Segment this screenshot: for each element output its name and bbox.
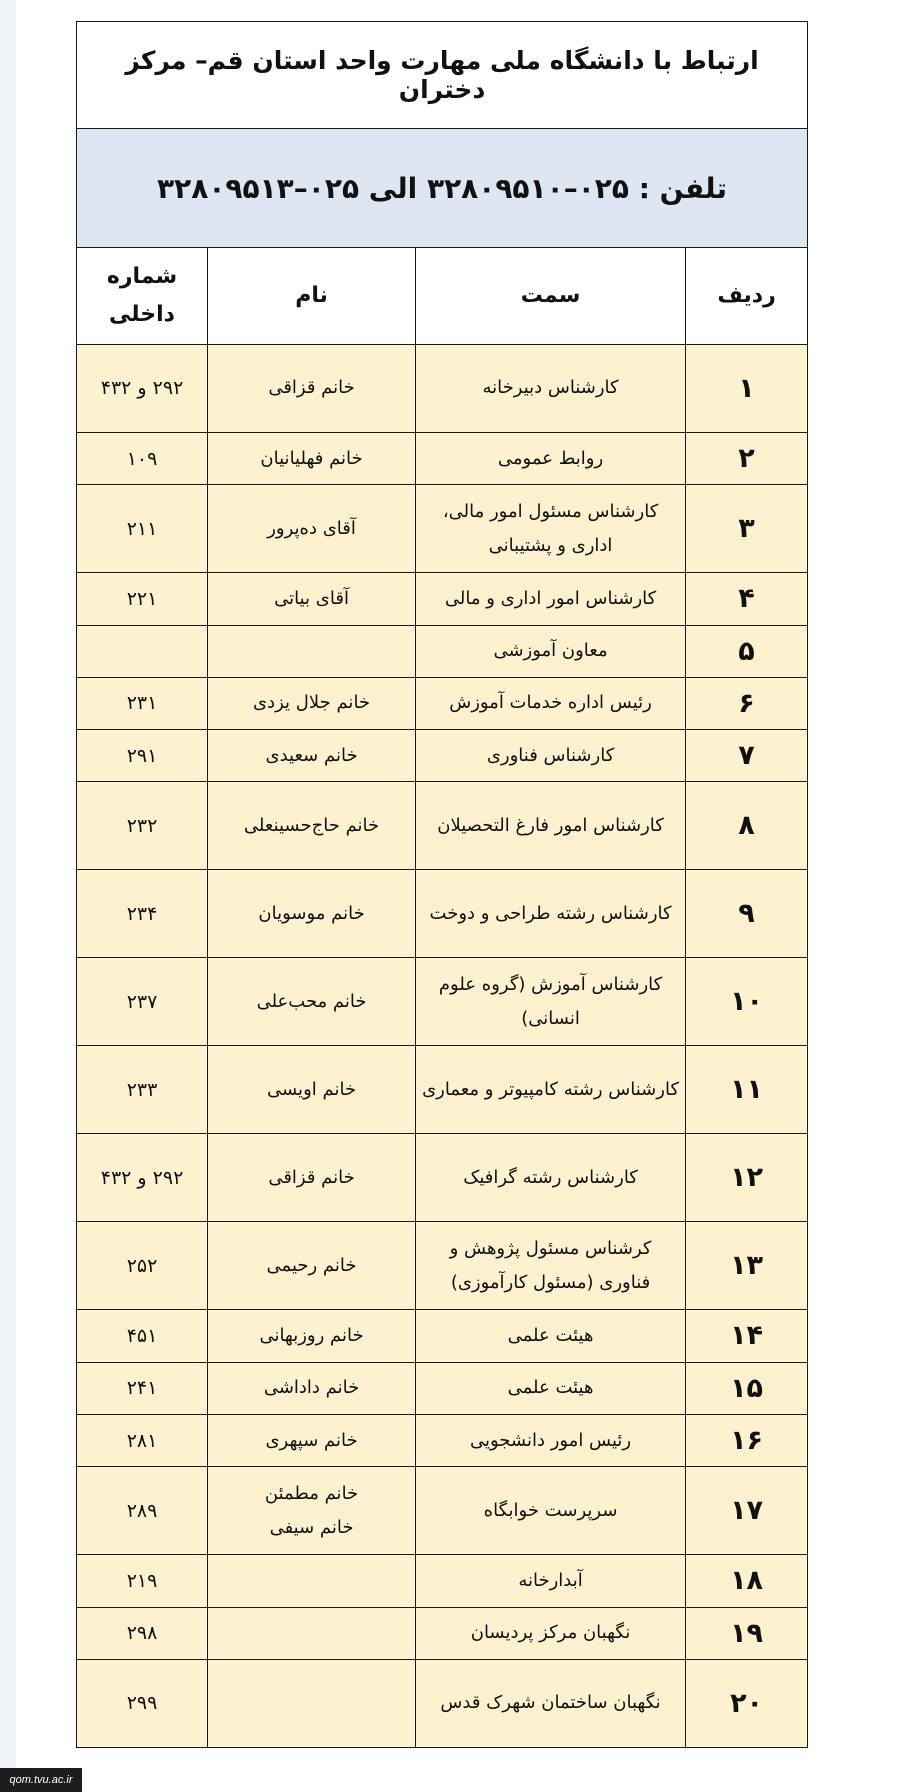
table-row	[77, 1310, 808, 1362]
row-number: ۱۹	[686, 1607, 808, 1659]
row-extension: ۲۳۳	[77, 1046, 208, 1134]
row-position: کارشناس رشته کامپیوتر و معماری	[416, 1046, 686, 1134]
row-number: ۷	[686, 730, 808, 782]
table-row	[77, 870, 808, 958]
row-position: کارشناس مسئول امور مالی، اداری و پشتیبانی	[416, 485, 686, 573]
table-row	[77, 625, 808, 677]
row-extension: ۲۵۲	[77, 1222, 208, 1310]
row-extension: ۲۱۹	[77, 1555, 208, 1607]
row-name: خانم قزاقی	[208, 1134, 416, 1222]
table-row	[77, 345, 808, 433]
row-name: خانم فهلیانیان	[208, 433, 416, 485]
table-row	[77, 485, 808, 573]
table-row	[77, 573, 808, 625]
row-position: کارشناس امور اداری و مالی	[416, 573, 686, 625]
row-number: ۱۵	[686, 1362, 808, 1414]
column-header-extension	[77, 248, 208, 345]
row-position: کارشناس رشته گرافیک	[416, 1134, 686, 1222]
table-row	[77, 730, 808, 782]
row-number: ۱۲	[686, 1134, 808, 1222]
row-number: ۱۱	[686, 1046, 808, 1134]
row-number: ۲	[686, 433, 808, 485]
row-extension: ۱۰۹	[77, 433, 208, 485]
row-position: هیئت علمی	[416, 1310, 686, 1362]
row-extension: ۲۲۱	[77, 573, 208, 625]
row-number: ۴	[686, 573, 808, 625]
row-extension: ۲۹۸	[77, 1607, 208, 1659]
row-name	[208, 1607, 416, 1659]
row-position: سرپرست خوابگاه	[416, 1467, 686, 1555]
row-extension: ۲۱۱	[77, 485, 208, 573]
row-number: ۱۴	[686, 1310, 808, 1362]
table-row	[77, 958, 808, 1046]
row-number: ۱۰	[686, 958, 808, 1046]
row-position: روابط عمومی	[416, 433, 686, 485]
column-header-extension-line1: شماره	[106, 263, 178, 289]
row-extension: ۲۸۹	[77, 1467, 208, 1555]
row-number: ۲۰	[686, 1659, 808, 1747]
row-position: رئیس اداره خدمات آموزش	[416, 677, 686, 729]
row-number: ۱۷	[686, 1467, 808, 1555]
row-number: ۸	[686, 782, 808, 870]
row-number: ۱۳	[686, 1222, 808, 1310]
site-url-badge[interactable]: qom.tvu.ac.ir	[0, 1768, 82, 1792]
row-extension: ۲۹۹	[77, 1659, 208, 1747]
row-number: ۱	[686, 345, 808, 433]
row-position: هیئت علمی	[416, 1362, 686, 1414]
phone-numbers: تلفن : ۰۲۵–۳۲۸۰۹۵۱۰ الی ۰۲۵–۳۲۸۰۹۵۱۳	[77, 129, 808, 248]
row-number: ۹	[686, 870, 808, 958]
row-extension	[77, 625, 208, 677]
table-row	[77, 1134, 808, 1222]
row-position: نگهبان ساختمان شهرک قدس	[416, 1659, 686, 1747]
contacts-table	[76, 21, 808, 1748]
row-extension: ۲۳۱	[77, 677, 208, 729]
row-name: خانم داداشی	[208, 1362, 416, 1414]
row-extension: ۲۴۱	[77, 1362, 208, 1414]
row-extension: ۲۳۷	[77, 958, 208, 1046]
table-row	[77, 1659, 808, 1747]
row-name: خانم رحیمی	[208, 1222, 416, 1310]
table-row	[77, 1222, 808, 1310]
row-extension: ۲۹۲ و ۴۳۲	[77, 1134, 208, 1222]
column-header-position: سمت	[416, 248, 686, 345]
row-extension: ۲۹۲ و ۴۳۲	[77, 345, 208, 433]
row-name: خانم سعیدی	[208, 730, 416, 782]
row-name-first: خانم مطمئن	[264, 1482, 359, 1504]
table-row	[77, 1362, 808, 1414]
column-header-extension-line2: داخلی	[109, 302, 175, 327]
row-number: ۶	[686, 677, 808, 729]
row-position: نگهبان مرکز پردیسان	[416, 1607, 686, 1659]
row-extension: ۲۸۱	[77, 1415, 208, 1467]
row-position: کارشناس رشته طراحی و دوخت	[416, 870, 686, 958]
row-number: ۳	[686, 485, 808, 573]
table-row	[77, 1607, 808, 1659]
row-name: خانم سپهری	[208, 1415, 416, 1467]
row-name	[208, 1659, 416, 1747]
row-name: خانم قزاقی	[208, 345, 416, 433]
row-name: خانم محب‌علی	[208, 958, 416, 1046]
table-header-row	[77, 248, 808, 345]
table-row	[77, 1415, 808, 1467]
table-row	[77, 782, 808, 870]
row-position: کارشناس دبیرخانه	[416, 345, 686, 433]
row-position: رئیس امور دانشجویی	[416, 1415, 686, 1467]
row-extension: ۲۳۲	[77, 782, 208, 870]
row-position: کارشناس امور فارغ التحصیلان	[416, 782, 686, 870]
row-name: خانم موسویان	[208, 870, 416, 958]
column-header-name: نام	[208, 248, 416, 345]
row-name	[208, 1467, 416, 1555]
row-extension: ۴۵۱	[77, 1310, 208, 1362]
row-name-second: خانم سیفی	[269, 1516, 354, 1538]
row-position: کارشناس آموزش (گروه علوم انسانی)	[416, 958, 686, 1046]
table-row	[77, 677, 808, 729]
table-row	[77, 1555, 808, 1607]
table-row	[77, 1467, 808, 1555]
row-number: ۱۶	[686, 1415, 808, 1467]
row-position: کرشناس مسئول پژوهش و فناوری (مسئول کارآموزی)	[416, 1222, 686, 1310]
row-name: خانم اویسی	[208, 1046, 416, 1134]
row-number: ۱۸	[686, 1555, 808, 1607]
row-name: آقای بیاتی	[208, 573, 416, 625]
row-position: معاون آموزشی	[416, 625, 686, 677]
row-position: کارشناس فناوری	[416, 730, 686, 782]
column-header-row-number: ردیف	[686, 248, 808, 345]
row-extension: ۲۳۴	[77, 870, 208, 958]
row-name	[208, 1555, 416, 1607]
row-position: آبدارخانه	[416, 1555, 686, 1607]
table-row	[77, 1046, 808, 1134]
row-number: ۵	[686, 625, 808, 677]
row-name: خانم حاج‌حسینعلی	[208, 782, 416, 870]
row-name: خانم روزبهانی	[208, 1310, 416, 1362]
row-name: آقای ده‌پرور	[208, 485, 416, 573]
row-extension: ۲۹۱	[77, 730, 208, 782]
table-row	[77, 433, 808, 485]
row-name: خانم جلال یزدی	[208, 677, 416, 729]
page-title: ارتباط با دانشگاه ملی مهارت واحد استان قم– مرکز دختران	[77, 22, 808, 129]
row-name	[208, 625, 416, 677]
left-edge-strip	[0, 0, 16, 1792]
